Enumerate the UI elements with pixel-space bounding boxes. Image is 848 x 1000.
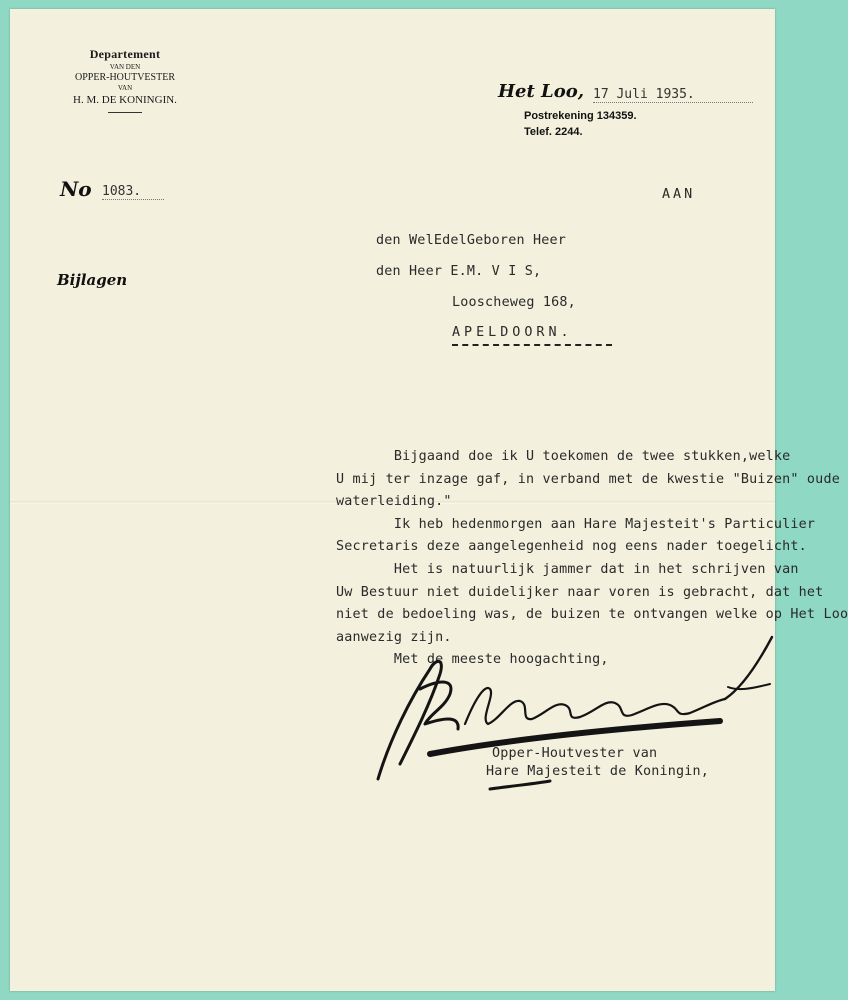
letterhead-line-5: H. M. DE KONINGIN. — [73, 94, 177, 106]
body-line: Uw Bestuur niet duidelijker naar voren is gebracht, dat het — [336, 584, 824, 600]
signatory-title-2: Hare Majesteit de Koningin, — [486, 764, 710, 779]
letterhead-line-3: OPPER-HOUTVESTER — [74, 72, 175, 83]
number-label: No — [60, 177, 92, 201]
body-line: Bijgaand doe ik U toekomen de twee stukken,welke — [336, 449, 791, 464]
body-line: niet de bedoeling was, de buizen te ontvangen welke op Het Loo — [336, 607, 848, 623]
letterhead-line-1: Departement — [89, 47, 161, 61]
enclosures-label: Bijlagen — [57, 271, 128, 289]
recipient-line-1: den WelEdelGeboren Heer — [376, 233, 567, 248]
signatory-title-1: Opper-Houtvester van — [492, 746, 658, 761]
recipient-city: APELDOORN. — [452, 325, 573, 340]
letterhead-line-4: VAN — [117, 84, 133, 92]
reference-number: 1083. — [102, 184, 164, 200]
postrekening: Postrekening 134359. — [524, 110, 637, 122]
place-of-writing: Het Loo, — [498, 81, 584, 102]
closing-line: Met de meeste hoogachting, — [336, 652, 609, 668]
letterhead — [50, 47, 200, 113]
body-line: Secretaris deze aangelegenheid nog eens nader toegelicht. — [336, 539, 807, 555]
recipient-street: Looscheweg 168, — [452, 295, 576, 310]
city-underline — [452, 344, 612, 346]
letter-page — [10, 9, 848, 991]
body-line: Ik heb hedenmorgen aan Hare Majesteit's Particulier — [336, 516, 816, 532]
body-line: Het is natuurlijk jammer dat in het schrijven van — [336, 561, 799, 577]
letter-date: 17 Juli 1935. — [593, 87, 753, 103]
telephone: Telef. 2244. — [524, 126, 583, 138]
body-line: aanwezig zijn. — [336, 629, 452, 645]
recipient-line-2: den Heer E.M. V I S, — [376, 264, 542, 279]
body-line: waterleiding." — [336, 494, 452, 510]
letterhead-line-2: VAN DEN — [109, 63, 141, 71]
letterhead-rule — [108, 112, 142, 113]
body-line: U mij ter inzage gaf, in verband met de kwestie "Buizen" oude — [336, 471, 840, 487]
recipient-aan: AAN — [662, 187, 696, 202]
